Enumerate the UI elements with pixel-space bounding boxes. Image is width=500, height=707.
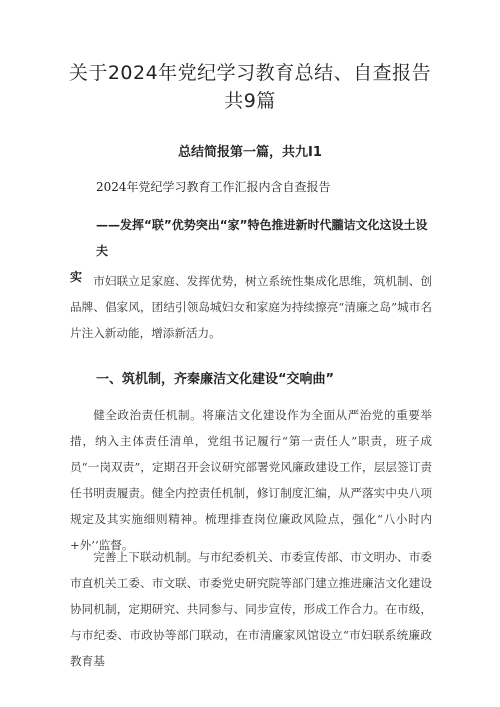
- intro-paragraph: 市妇联立足家庭、发挥优势，树立系统性集成化思维，筑机制、创品牌、倡家风，团结引领岛城妇女和家庭为持续擦亮“清廉之岛”城市名片注入新动能，增添新活力。: [70, 274, 432, 340]
- slogan-line1: ——发挥“联”优势突出“家”特色推进新时代朧诘文化这设土设夫: [96, 218, 428, 258]
- document-title-line2: 共9篇: [224, 90, 276, 112]
- report-title: 2024年党纪学习教育工作汇报内含自查报告: [96, 180, 331, 194]
- document-subtitle: 总结简报第一篇，共九I1: [178, 145, 322, 160]
- document-title-line1: 关于2024年党纪学习教育总结、自查报告: [68, 62, 432, 84]
- section1-heading: 一、筑机制，齐秦廉洁文化建设“交响曲”: [96, 372, 335, 387]
- slogan-line2: 实: [70, 270, 83, 284]
- section1-paragraph-2: 完善上下联动机制。与市纪委机关、市委宣传部、市文明办、市委市直机关工委、市文联、市委党史研究院等部门建立推进廉洁文化建设协同机制，定期研究、共同参与、同步宣传，形成工作合力。在市级，与市纪委、市政协等部门联动，在市清廉家风馆设立“市妇联系统廉政教育基: [70, 550, 432, 668]
- section1-paragraph-1: 健全政治责任机制。将廉洁文化建设作为全面从严治党的重要举措，纳入主体责任清单，党组书记履行“第一责任人”职责，班子成员“一岗双责”，定期召开会议研究部署党风廉政建设工作，层层签订责任书明责履责。健全内控责任机制，修订制度汇编，从严落实中央八项规定及其实施细则精神。梳理排查岗位廉政风险点，强化“八小时内+外’’监督。: [70, 408, 432, 552]
